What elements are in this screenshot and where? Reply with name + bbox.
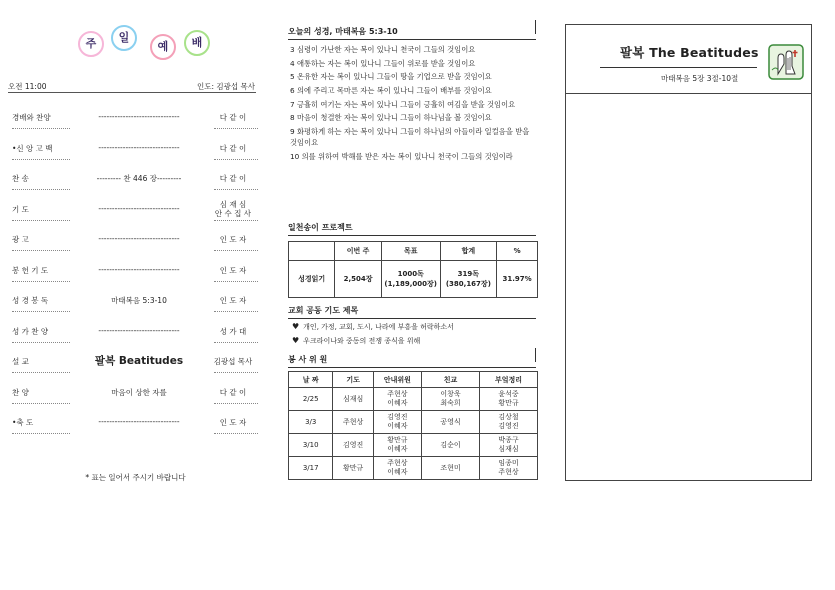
- standing-notice: * 표는 일어서 주시기 바랍니다: [85, 473, 186, 482]
- dotted-underline: [12, 189, 70, 190]
- reading-project-heading: [288, 222, 536, 236]
- leader-line-1: 심 재 심: [219, 199, 247, 209]
- servants-heading: [288, 354, 536, 368]
- guide-cell: [373, 434, 421, 457]
- dotted-underline: [214, 189, 258, 190]
- guide-cell: [373, 388, 421, 411]
- order-item-name: 설 교: [12, 357, 29, 366]
- guide-cell-line-1: 김영진: [387, 413, 408, 421]
- worship-order-item: [8, 348, 258, 379]
- guide-cell-line-2: 이혜자: [387, 399, 408, 407]
- date-cell: 3/3: [289, 411, 333, 434]
- heading-tick: [535, 348, 536, 362]
- heart-icon: ♥: [292, 336, 300, 345]
- goal-value: [381, 261, 440, 298]
- dotted-underline: [214, 281, 258, 282]
- fellowship-cell-line-2: 공영식: [440, 417, 461, 426]
- kitchen-cell-line-1: 김상철: [498, 413, 519, 421]
- worship-title: [70, 28, 230, 64]
- worship-order-item: [8, 409, 258, 440]
- order-item-name: 성 경 봉 독: [12, 296, 49, 305]
- guide-cell-line-1: 주현상: [387, 390, 408, 398]
- dotted-underline: [214, 159, 258, 160]
- table-header-cell: 목표: [381, 242, 440, 261]
- worship-order-item: [8, 287, 258, 318]
- prayer-cell: 김영진: [333, 434, 373, 457]
- title-rule: [600, 67, 757, 68]
- guide-cell-line-1: 주현상: [387, 459, 408, 467]
- reading-project-table: [288, 241, 538, 298]
- fellowship-cell: [421, 434, 479, 457]
- order-item-leader: 인 도 자: [219, 235, 247, 244]
- table-row: [289, 434, 538, 457]
- kitchen-cell: [479, 457, 537, 480]
- list-item: [292, 336, 538, 346]
- order-item-name: •신 앙 고 백: [12, 143, 53, 153]
- order-item-content: ------------------------------: [98, 203, 180, 213]
- dotted-underline: [12, 250, 70, 251]
- this-week-value: 2,504장: [335, 261, 382, 298]
- order-item-content: ------------------------------: [98, 234, 180, 243]
- dotted-underline: [12, 311, 70, 312]
- order-item-leader: 다 같 이: [219, 143, 247, 153]
- kitchen-cell-line-2: 김영진: [498, 422, 519, 430]
- worship-order-item: [8, 135, 258, 166]
- table-row: [289, 261, 538, 298]
- table-header-cell: 안내위원: [373, 372, 421, 388]
- worship-order-item: [8, 196, 258, 227]
- table-header-row: [289, 242, 538, 261]
- title-char-2: 일: [111, 25, 137, 51]
- kitchen-cell-line-2: 심재심: [498, 445, 519, 453]
- worship-order-item: [8, 257, 258, 288]
- worship-order-list: [8, 104, 258, 440]
- service-info: [8, 81, 255, 92]
- guide-cell-line-2: 이혜자: [387, 422, 408, 430]
- order-item-name: 찬 송: [12, 174, 29, 183]
- worship-order-item: [8, 226, 258, 257]
- list-item: [292, 322, 538, 332]
- order-item-content: ------------------------------: [98, 325, 180, 335]
- guide-cell-line-2: 이혜자: [387, 468, 408, 476]
- kitchen-cell-line-1: 윤석중: [498, 390, 519, 398]
- prayer-heading-text: 교회 공동 기도 제목: [288, 306, 359, 315]
- dotted-underline: [214, 220, 258, 221]
- dotted-underline: [12, 403, 70, 404]
- dotted-underline: [12, 342, 70, 343]
- order-item-content: ------------------------------: [98, 112, 180, 121]
- reading-project-heading-text: 일천송이 프로젝트: [288, 223, 353, 232]
- date-cell: 3/10: [289, 434, 333, 457]
- table-header-cell: 부엌정리: [479, 372, 537, 388]
- title-char-4: 배: [184, 30, 210, 56]
- worship-order-item: [8, 379, 258, 410]
- leader-line-2: 안 수 집 사: [214, 208, 252, 218]
- prayer-item-text: 우크라이나와 중동의 전쟁 종식을 위해: [303, 337, 421, 345]
- fellowship-cell-line-2: 최숙희: [440, 399, 461, 407]
- scripture-verse: 6 의에 주리고 목마른 자는 복이 있나니 그들이 배부를 것임이요: [290, 86, 492, 96]
- kitchen-cell-line-1: 임종미: [498, 459, 519, 467]
- divider: [8, 92, 256, 93]
- order-item-name: 광 고: [12, 235, 29, 244]
- prayer-cell: 황만규: [333, 457, 373, 480]
- order-item-leader: 김광섭 목사: [213, 357, 253, 366]
- table-row: [289, 388, 538, 411]
- scripture-verse: 4 애통하는 자는 복이 있나니 그들이 위로를 받을 것임이요: [290, 58, 476, 68]
- order-item-content: 마태복음 5:3-10: [111, 296, 167, 305]
- order-item-leader: 인 도 자: [219, 265, 247, 275]
- scripture-heading-text: 오늘의 성경, 마태복음 5:3-10: [288, 27, 398, 36]
- service-leader: 인도: 김광섭 목사: [196, 82, 255, 91]
- worship-order-item: [8, 318, 258, 349]
- order-item-content: --------- 찬 446 장---------: [96, 174, 182, 183]
- prayer-heading: [288, 305, 536, 319]
- fellowship-cell: [421, 457, 479, 480]
- guide-cell-line-2: 이혜자: [387, 445, 408, 453]
- fellowship-cell: [421, 411, 479, 434]
- sermon-title: 팔복 The Beatitudes: [620, 45, 759, 60]
- table-header-cell: 친교: [421, 372, 479, 388]
- table-header-cell: 기도: [333, 372, 373, 388]
- dotted-underline: [214, 311, 258, 312]
- dotted-underline: [214, 128, 258, 129]
- worship-order-item: [8, 165, 258, 196]
- order-item-name: 기 도: [12, 204, 29, 214]
- fellowship-cell-line-2: 김순이: [440, 440, 461, 449]
- table-header-cell: 합계: [440, 242, 497, 261]
- table-header-row: [289, 372, 538, 388]
- dotted-underline: [12, 220, 70, 221]
- date-cell: 2/25: [289, 388, 333, 411]
- total-sub: (380,167장): [445, 280, 491, 288]
- praying-hands-icon: [768, 44, 804, 80]
- scripture-verse: 10 의를 위하여 박해를 받은 자는 복이 있나니 천국이 그들의 것임이라: [290, 151, 513, 161]
- total-value: [440, 261, 497, 298]
- dotted-underline: [214, 403, 258, 404]
- order-item-leader: 성 가 대: [219, 326, 247, 336]
- fellowship-cell-line-1: 이창욱: [440, 390, 461, 398]
- table-header-cell: 날 짜: [289, 372, 333, 388]
- kitchen-cell: [479, 411, 537, 434]
- order-item-name: •축 도: [12, 418, 34, 427]
- service-time: 오전 11:00: [8, 82, 47, 91]
- kitchen-cell: [479, 388, 537, 411]
- dotted-underline: [12, 281, 70, 282]
- dotted-underline: [214, 342, 258, 343]
- worship-order-item: [8, 104, 258, 135]
- order-item-content: ------------------------------: [98, 142, 180, 152]
- kitchen-cell-line-1: 박종구: [498, 436, 519, 444]
- prayer-list: [292, 322, 538, 350]
- goal-sub: (1,189,000장): [384, 280, 437, 288]
- table-header-cell: 이번 주: [335, 242, 382, 261]
- scripture-verse: 9 화평하게 하는 자는 복이 있나니 그들이 하나님의 아들이라 일컬음을 받을 것임이요: [290, 127, 530, 148]
- table-row: [289, 411, 538, 434]
- servants-heading-text: 봉 사 위 원: [288, 355, 328, 364]
- order-item-name: 경배와 찬양: [12, 113, 51, 122]
- order-item-content: 팔복 Beatitudes: [94, 355, 184, 367]
- title-char-3: 예: [150, 34, 176, 60]
- prayer-cell: 심재심: [333, 388, 373, 411]
- date-cell: 3/17: [289, 457, 333, 480]
- order-item-leader: [208, 200, 258, 218]
- sermon-reference: 마태복음 5장 3절-10절: [661, 74, 739, 83]
- goal-main: 1000독: [397, 270, 424, 278]
- dotted-underline: [214, 372, 258, 373]
- dotted-underline: [12, 372, 70, 373]
- order-item-leader: 인 도 자: [219, 418, 247, 427]
- prayer-cell: 주현상: [333, 411, 373, 434]
- guide-cell: [373, 457, 421, 480]
- order-item-leader: 다 같 이: [219, 113, 247, 122]
- scripture-heading: [288, 26, 536, 40]
- prayer-item-text: 개인, 가정, 교회, 도시, 나라에 부흥을 허락하소서: [303, 323, 454, 331]
- servants-table: [288, 371, 538, 480]
- scripture-verse: 8 마음이 청결한 자는 복이 있나니 그들이 하나님을 볼 것임이요: [290, 113, 492, 123]
- dotted-underline: [12, 433, 70, 434]
- order-item-name: 봉 헌 기 도: [12, 265, 49, 275]
- scripture-verse: 3 심령이 가난한 자는 복이 있나니 천국이 그들의 것임이요: [290, 45, 476, 54]
- kitchen-cell: [479, 434, 537, 457]
- dotted-underline: [12, 159, 70, 160]
- order-item-name: 성 가 찬 양: [12, 326, 49, 336]
- table-header-cell: [289, 242, 335, 261]
- order-item-content: 마음이 상한 자를: [111, 387, 167, 397]
- order-item-leader: 다 같 이: [219, 174, 247, 183]
- order-item-name: 찬 양: [12, 387, 29, 397]
- fellowship-cell-line-2: 조현미: [440, 463, 461, 472]
- scripture-verse: 5 온유한 자는 복이 있나니 그들이 땅을 기업으로 받을 것임이요: [290, 72, 492, 82]
- fellowship-cell: [421, 388, 479, 411]
- order-item-content: ------------------------------: [98, 417, 180, 426]
- title-char-1: 주: [78, 31, 104, 57]
- table-row: [289, 457, 538, 480]
- table-header-cell: %: [497, 242, 538, 261]
- kitchen-cell-line-2: 주현상: [498, 468, 519, 476]
- sermon-panel: [565, 24, 812, 481]
- scripture-verses: [290, 44, 538, 165]
- scripture-verse: 7 긍휼히 여기는 자는 복이 있나니 그들이 긍휼히 여김을 받을 것임이요: [290, 99, 516, 109]
- heading-tick: [535, 20, 536, 34]
- guide-cell-line-1: 황만규: [387, 436, 408, 444]
- kitchen-cell-line-2: 황만규: [498, 399, 519, 407]
- panel-divider: [566, 93, 811, 94]
- percent-value: 31.97%: [497, 261, 538, 298]
- dotted-underline: [214, 250, 258, 251]
- guide-cell: [373, 411, 421, 434]
- dotted-underline: [214, 433, 258, 434]
- dotted-underline: [12, 128, 70, 129]
- order-item-content: ------------------------------: [98, 264, 180, 274]
- total-main: 319독: [457, 270, 480, 278]
- row-label: 성경읽기: [289, 261, 335, 298]
- heart-icon: ♥: [292, 322, 300, 331]
- order-item-leader: 인 도 자: [219, 296, 247, 305]
- order-item-leader: 다 같 이: [219, 387, 247, 397]
